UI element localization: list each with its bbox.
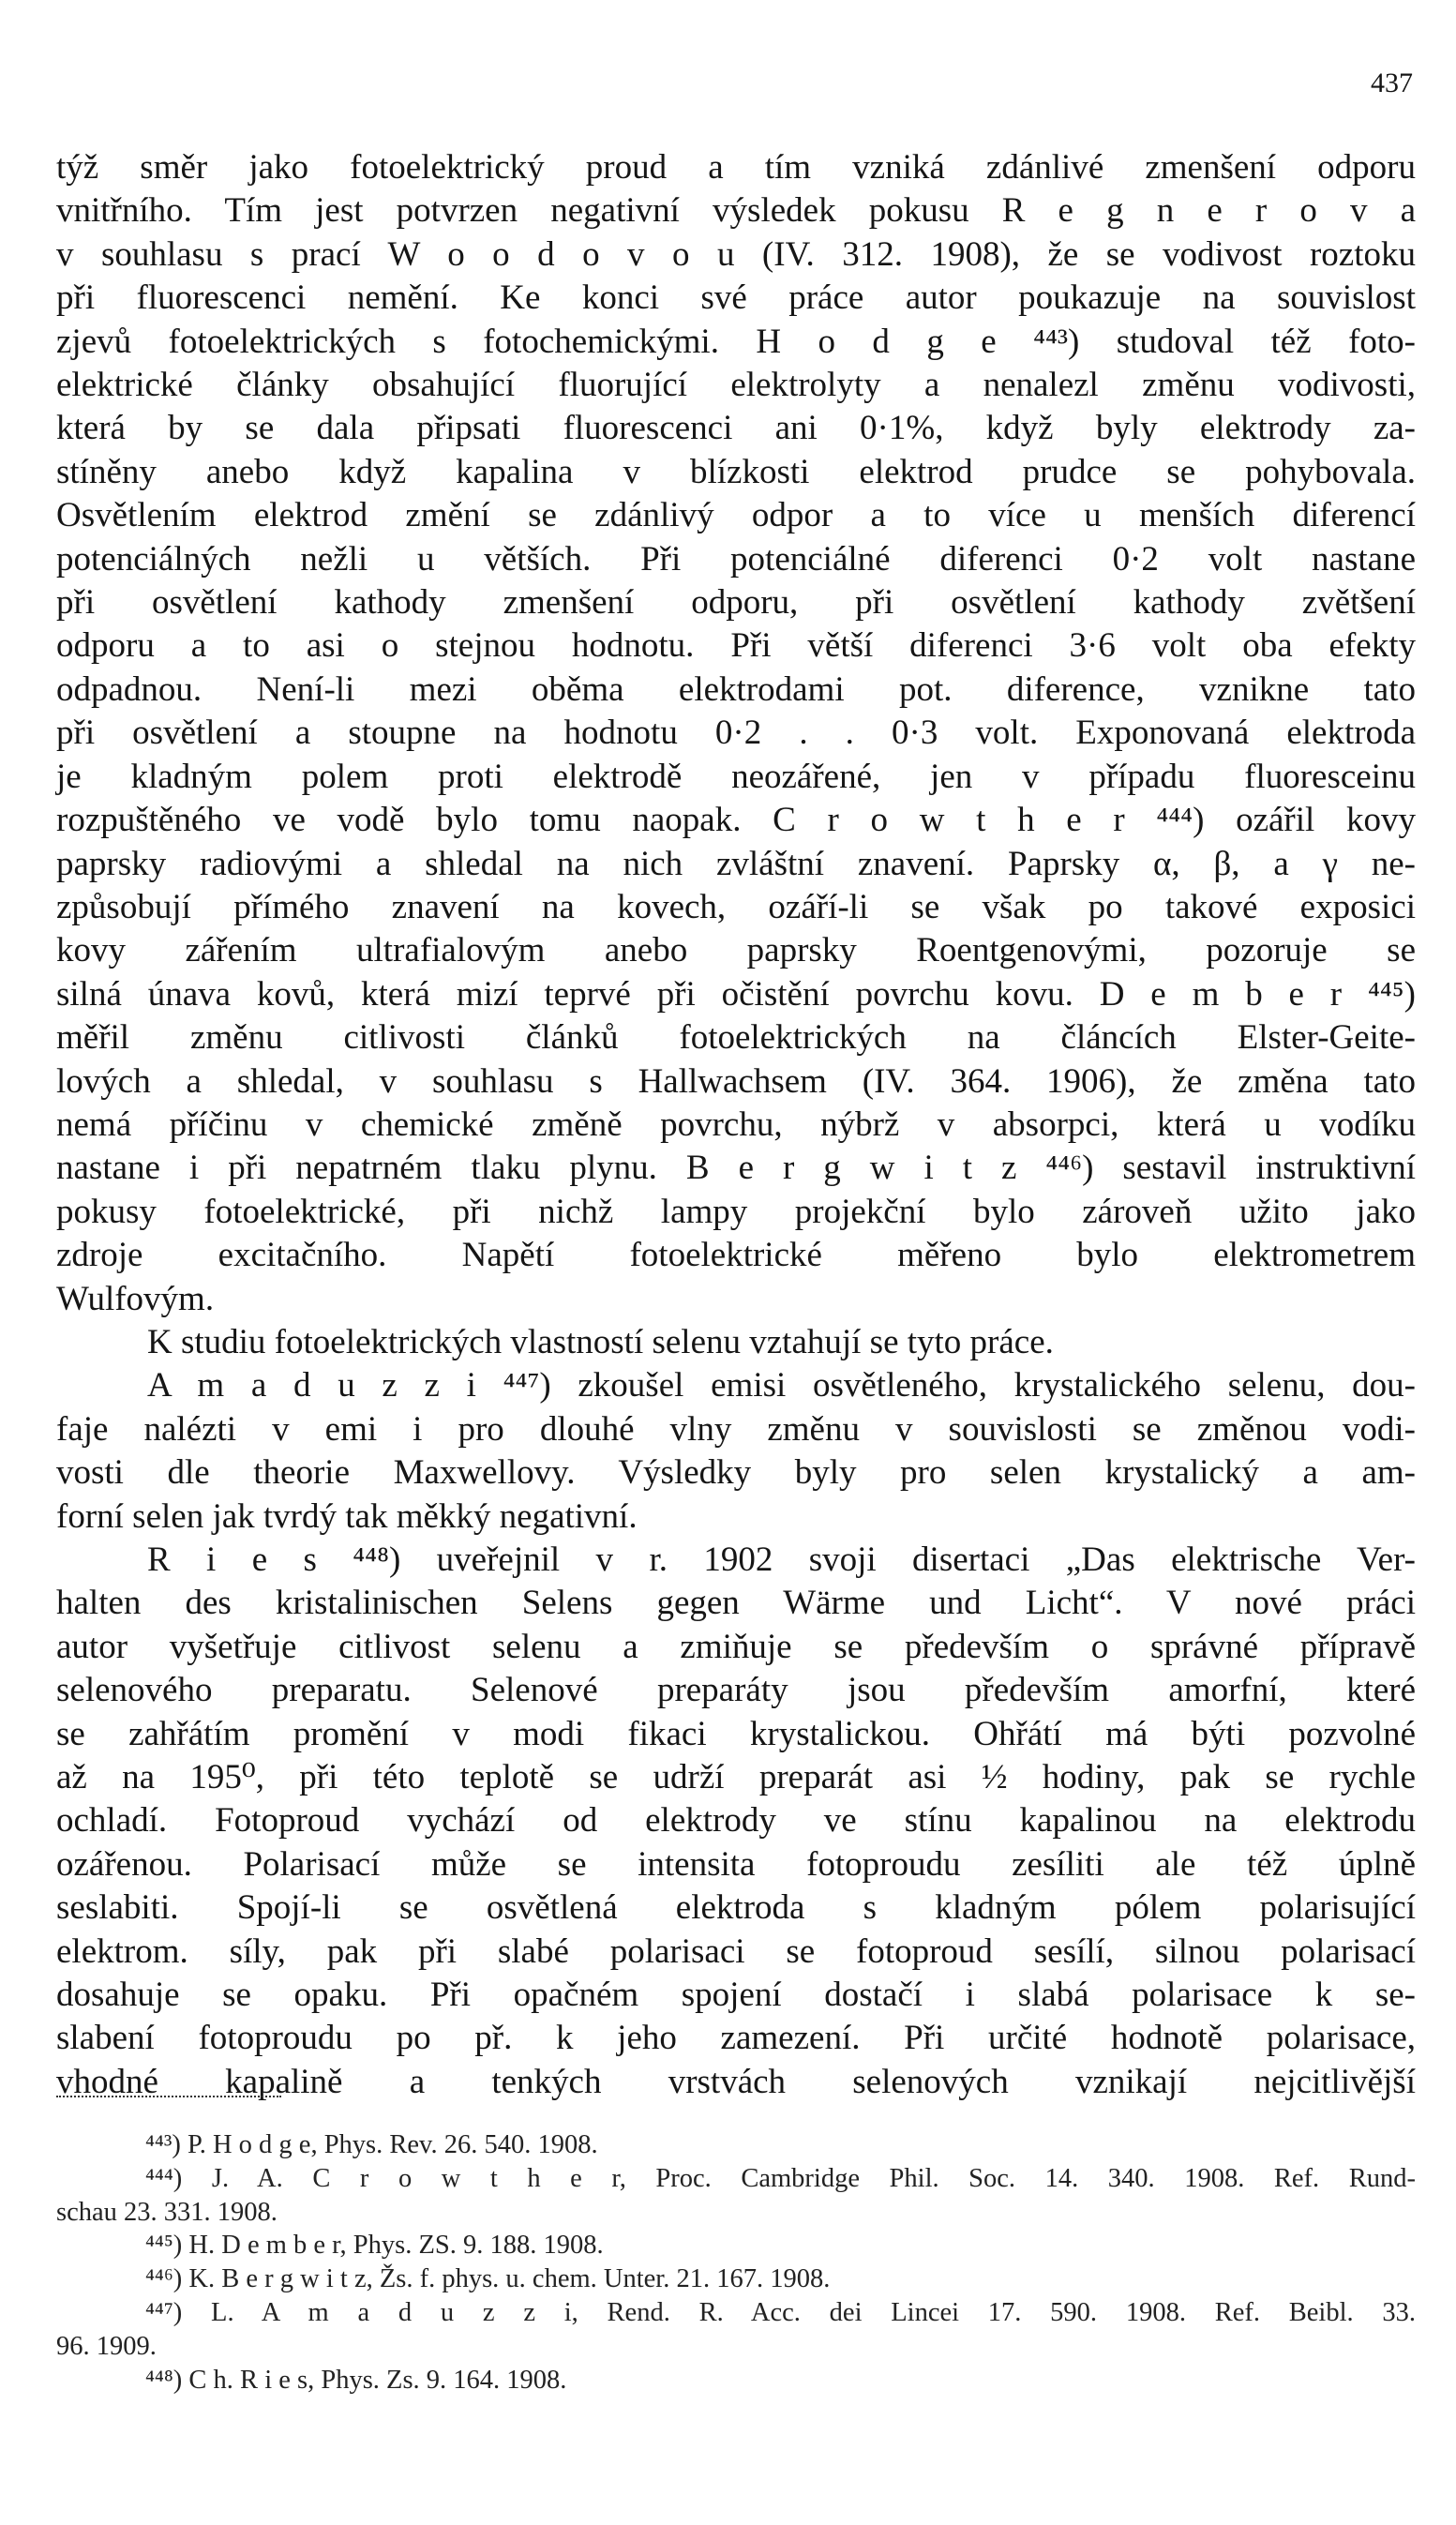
text-line: lových a shledal, v souhlasu s Hallwachsem (IV. 364. 1906), že změna tato [56,1061,1416,1101]
text-line: slabení fotoproudu po př. k jeho zamezení. Při určité hodnotě polarisace, [56,2019,1416,2058]
text-line: při osvětlení kathody zmenšení odporu, při osvětlení kathody zvětšení [56,583,1416,623]
footnote-line: ⁴⁴⁵) H. D e m b e r, Phys. ZS. 9. 188. 1908. [145,2231,604,2261]
text-line: A m a d u z z i ⁴⁴⁷) zkoušel emisi osvětleného, krystalického selenu, dou- [147,1366,1416,1405]
text-line: paprsky radiovými a shledal na nich zvláštní znavení. Paprsky α, β, a γ ne- [56,844,1416,883]
text-line: potenciálných nežli u větších. Při potenciálné diferenci 0·2 volt nastane [56,539,1416,579]
text-line: vhodné kapalině a tenkých vrstvách selenových vznikají nejcitlivější [56,2062,1416,2101]
text-line: měřil změnu citlivosti článků fotoelektrických na článcích Elster-Geite- [56,1018,1416,1058]
text-line: vnitřního. Tím jest potvrzen negativní výsledek pokusu R e g n e r o v a [56,191,1416,231]
text-line: je kladným polem proti elektrodě neozářené, jen v případu fluoresceinu [56,757,1416,796]
text-line: rozpuštěného ve vodě bylo tomu naopak. C r o w t h e r ⁴⁴⁴) ozářil kovy [56,801,1416,840]
text-line: která by se dala připsati fluorescenci ani 0·1%, když byly elektrody za- [56,409,1416,448]
footnote-line: ⁴⁴⁴) J. A. C r o w t h e r, Proc. Cambridge Phil. Soc. 14. 340. 1908. Ref. Rund- [145,2163,1416,2193]
text-line: silná únava kovů, která mizí teprvé při očistění povrchu kovu. D e m b e r ⁴⁴⁵) [56,974,1416,1014]
text-line: nemá příčinu v chemické změně povrchu, nýbrž v absorpci, která u vodíku [56,1105,1416,1144]
text-line: forní selen jak tvrdý tak měkký negativní. [56,1496,638,1536]
footnote-line: ⁴⁴³) P. H o d g e, Phys. Rev. 26. 540. 1908. [145,2130,598,2159]
text-line: vosti dle theorie Maxwellovy. Výsledky byly pro selen krystalický a am- [56,1453,1416,1493]
text-line: faje nalézti v emi i pro dlouhé vlny změnu v souvislosti se změnou vodi- [56,1409,1416,1449]
text-line: dosahuje se opaku. Při opačném spojení dostačí i slabá polarisace k se- [56,1976,1416,2015]
text-line: stíněny anebo když kapalina v blízkosti elektrod prudce se pohybovala. [56,452,1416,491]
text-line: odpadnou. Není-li mezi oběma elektrodami pot. diference, vznikne tato [56,669,1416,709]
footnote-line: ⁴⁴⁸) C h. R i e s, Phys. Zs. 9. 164. 1908. [145,2365,567,2395]
text-line: způsobují přímého znavení na kovech, ozáří-li se však po takové exposici [56,887,1416,926]
text-line: halten des kristalinischen Selens gegen Wärme und Licht“. V nové práci [56,1584,1416,1623]
text-line: ochladí. Fotoproud vychází od elektrody ve stínu kapalinou na elektrodu [56,1801,1416,1841]
text-line: Osvětlením elektrod změní se zdánlivý odpor a to více u menších diferencí [56,496,1416,535]
text-line: zdroje excitačního. Napětí fotoelektrické měřeno bylo elektrometrem [56,1236,1416,1275]
text-line: v souhlasu s prací W o o d o v o u (IV. 312. 1908), že se vodivost roztoku [56,234,1416,274]
footnote-line: ⁴⁴⁶) K. B e r g w i t z, Žs. f. phys. u. chem. Unter. 21. 167. 1908. [145,2264,831,2294]
text-line: elektrom. síly, pak při slabé polarisaci se fotoproud sesílí, silnou polarisací [56,1931,1416,1971]
text-line: zjevů fotoelektrických s fotochemickými. H o d g e ⁴⁴³) studoval též foto- [56,322,1416,361]
text-line: seslabiti. Spojí-li se osvětlená elektroda s kladným pólem polarisující [56,1888,1416,1928]
text-line: při fluorescenci nemění. Ke konci své práce autor poukazuje na souvislost [56,278,1416,318]
text-line: se zahřátím promění v modi fikaci krystalickou. Ohřátí má býti pozvolné [56,1714,1416,1753]
text-line: elektrické články obsahující fluorující elektrolyty a nenalezl změnu vodivosti, [56,366,1416,405]
text-line: při osvětlení a stoupne na hodnotu 0·2 . . 0·3 volt. Exponovaná elektroda [56,714,1416,753]
text-line: až na 195⁰, při této teplotě se udrží preparát asi ½ hodiny, pak se rychle [56,1758,1416,1797]
text-line: Wulfovým. [56,1279,215,1318]
text-line: ozářenou. Polarisací může se intensita fotoproudu zesíliti ale též úplně [56,1844,1416,1884]
footnote-line: 96. 1909. [56,2331,157,2361]
text-line: kovy zářením ultrafialovým anebo paprsky Roentgenovými, pozoruje se [56,931,1416,970]
footnote-rule [56,2096,281,2097]
text-line: selenového preparatu. Selenové preparáty jsou především amorfní, které [56,1671,1416,1710]
footnote-line: ⁴⁴⁷) L. A m a d u z z i, Rend. R. Acc. dei Lincei 17. 590. 1908. Ref. Beibl. 33. [145,2297,1416,2327]
text-line: pokusy fotoelektrické, při nichž lampy projekční bylo zároveň užito jako [56,1192,1416,1231]
text-line: autor vyšetřuje citlivost selenu a zmiňuje se především o správné přípravě [56,1627,1416,1666]
text-line: nastane i při nepatrném tlaku plynu. B e r g w i t z ⁴⁴⁶) sestavil instruktivní [56,1149,1416,1188]
page-number: 437 [1371,68,1413,98]
text-line: odporu a to asi o stejnou hodnotu. Při větší diferenci 3·6 volt oba efekty [56,626,1416,666]
body-text [56,146,1416,2104]
footnote-line: schau 23. 331. 1908. [56,2197,278,2227]
text-line: týž směr jako fotoelektrický proud a tím vzniká zdánlivé zmenšení odporu [56,148,1416,187]
text-line: R i e s ⁴⁴⁸) uveřejnil v r. 1902 svoji disertaci „Das elektrische Ver- [147,1541,1416,1579]
text-line: K studiu fotoelektrických vlastností selenu vztahují se tyto práce. [147,1322,1054,1361]
footnotes [56,2128,1416,2397]
